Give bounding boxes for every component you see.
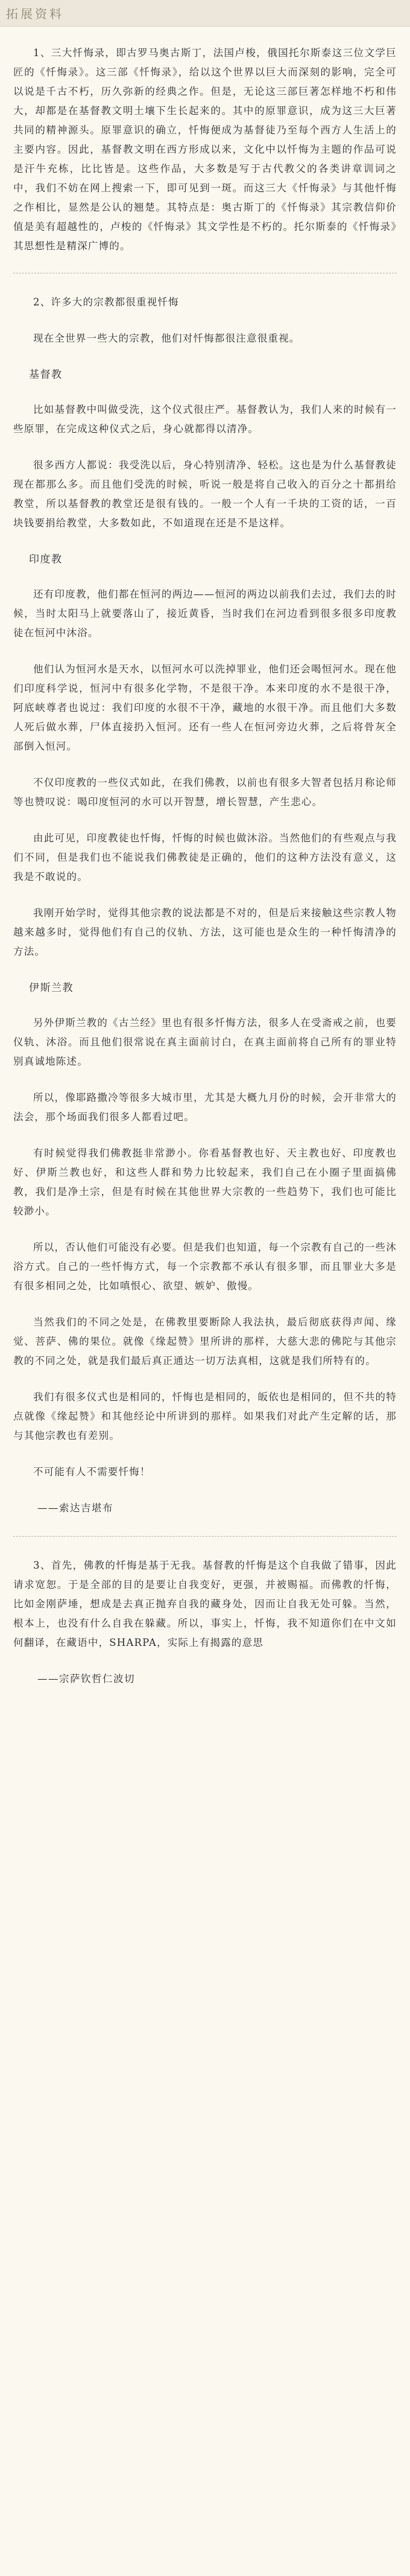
subheading: 印度教	[29, 553, 63, 566]
signature: ——宗萨钦哲仁波切	[37, 1673, 135, 1685]
paragraph: 1、三大忏悔录，即古罗马奥古斯丁，法国卢梭，俄国托尔斯泰这三位文学巨匠的《忏悔录》。这三部《忏悔录》，给以这个世界以巨大而深刻的影响，完全可以说是千古不朽，历久弥新的经典之作。但是，无论这三部巨著怎样地不朽和伟大，却都是在基督教文明土壤下生长起来的。其中的原罪意识，成为这三大巨著共同的精神源头。原罪意识的确立，忏悔便成为基督徒乃至每个西方人生活上的主要内容。因此，基督教文明在西方形成以来，文化中以忏悔为主题的作品可说是汗牛充栋，比比皆是。这些作品，大多数是写于古代教父的各类讲章训词之中，我们不妨在网上搜索一下，即可见到一斑。而这三大《忏悔录》与其他忏悔之作相比，显然是公认的翘楚。其特点是：奥古斯丁的《忏悔录》其宗教信仰价值是美有超越性的，卢梭的《忏悔录》其文学性是不朽的。托尔斯泰的《忏悔录》其思想性是精深广博的。	[13, 47, 397, 252]
header-title: 拓展资料	[6, 7, 64, 21]
paragraph: 我刚开始学时，觉得其他宗教的说法都是不对的，但是后来接触这些宗教人物越来越多时，觉得他们有自己的仪轨、方法，这可能也是众生的一种忏悔清净的方法。	[13, 907, 397, 957]
paragraph: 他们认为恒河水是天水，以恒河水可以洗掉罪业，他们还会喝恒河水。现在他们印度科学说，恒河中有很多化学物，不是很干净。本来印度的水不是很干净，阿底峡尊者也说过：我们印度的水很不干净，藏地的水很干净。而且他们大多数人死后做水葬，尸体直接扔入恒河。还有一些人在恒河旁边火葬，之后将骨灰全部倒入恒河。	[13, 663, 397, 752]
subheading: 伊斯兰教	[29, 982, 74, 994]
signature: ——索达吉堪布	[37, 1502, 113, 1514]
paragraph: 很多西方人都说：我受洗以后，身心特别清净、轻松。这也是为什么基督教徒现在都那么多。而且他们受洗的时候，听说一般是将自己收入的百分之十都捐给教堂，所以基督教的教堂还是很有钱的。一般一个人有一千块的工资的话，一百块钱要捐给教堂，大多数如此，不如道现在还是不是这样。	[13, 459, 397, 529]
paragraph: 当然我们的不同之处是，在佛教里要断除人我法执，最后彻底获得声闻、缘觉、菩萨、佛的果位。就像《缘起赞》里所讲的那样，大慈大悲的佛陀与其他宗教的不同之处，就是我们最后真正通达一切万法真相，这就是我们所特有的。	[13, 1316, 397, 1366]
section-title: 2、许多大的宗教都很重视忏悔	[33, 296, 179, 308]
paragraph: 3、首先，佛教的忏悔是基于无我。基督教的忏悔是这个自我做了错事，因此请求宽恕。于是全部的目的是要让自我变好，更强，并被赐福。而佛教的忏悔，比如金刚萨埵，想成是去真正抛弃自我的藏身处，因而让自我无处可躲。当然，根本上，也没有什么自我在躲藏。所以，事实上，忏悔，我不知道你们在中文如何翻译，在藏语中，SHARPA，实际上有揭露的意思	[13, 1560, 397, 1648]
quote-line: 不可能有人不需要忏悔！	[33, 1466, 151, 1478]
paragraph: 还有印度教，他们都在恒河的两边——恒河的两边以前我们去过，我们去的时候，当时太阳马上就要落山了，接近黄昏，当时我们在河边看到很多很多印度教徒在恒河中沐浴。	[13, 588, 397, 639]
paragraph: 所以，像耶路撒冷等很多大城市里，尤其是大概九月份的时候，会开非常大的法会，那个场面我们很多人都看过吧。	[13, 1092, 397, 1123]
paragraph: 另外伊斯兰教的《古兰经》里也有很多忏悔方法，很多人在受斋戒之前，也要仪轨、沐浴。而且他们很常说在真主面前讨白，在真主面前将自己所有的罪业特别真诚地陈述。	[13, 1017, 397, 1067]
paragraph: 所以，否认他们可能没有必要。但是我们也知道，每一个宗教有自己的一些沐浴方式。自己的一些忏悔方式，每一个宗教都不承认有很多罪，而且罪业大多是有很多相同之处，比如嗔恨心、欲望、嫉妒、傲慢。	[13, 1242, 397, 1292]
paragraph: 由此可见，印度教徒也忏悔，忏悔的时候也做沐浴。当然他们的有些观点与我们不同，但是我们也不能说我们佛教徒是正确的，他们的这种方法没有意义，这我是不敢说的。	[13, 832, 397, 882]
article-body	[0, 27, 410, 1689]
paragraph: 有时候觉得我们佛教挺非常渺小。你看基督教也好、天主教也好、印度教也好、伊斯兰教也好，和这些人群和势力比较起来，我们自己在小圈子里面搞佛教，我们是净土宗，但是有时候在其他世界大宗教的一些趋势下，我们也可能比较渺小。	[13, 1147, 397, 1217]
subheading: 基督教	[29, 369, 63, 381]
paragraph: 不仅印度教的一些仪式如此，在我们佛教，以前也有很多大智者包括月称论师等也赞叹说：喝印度恒河的水可以开智慧，增长智慧，产生悲心。	[13, 777, 397, 808]
section-divider	[13, 1536, 397, 1537]
paragraph: 现在全世界一些大的宗教，他们对忏悔都很注意很重视。	[33, 333, 300, 344]
page-header	[0, 0, 410, 27]
paragraph: 我们有很多仪式也是相同的，忏悔也是相同的，皈依也是相同的，但不共的特点就像《缘起赞》和其他经论中所讲到的那样。如果我们对此产生定解的话，那与其他宗教也有差别。	[13, 1391, 397, 1441]
paragraph: 比如基督教中叫做受洗，这个仪式很庄严。基督教认为，我们人来的时候有一些原罪，在完成这种仪式之后，身心就都得以清净。	[13, 404, 397, 435]
